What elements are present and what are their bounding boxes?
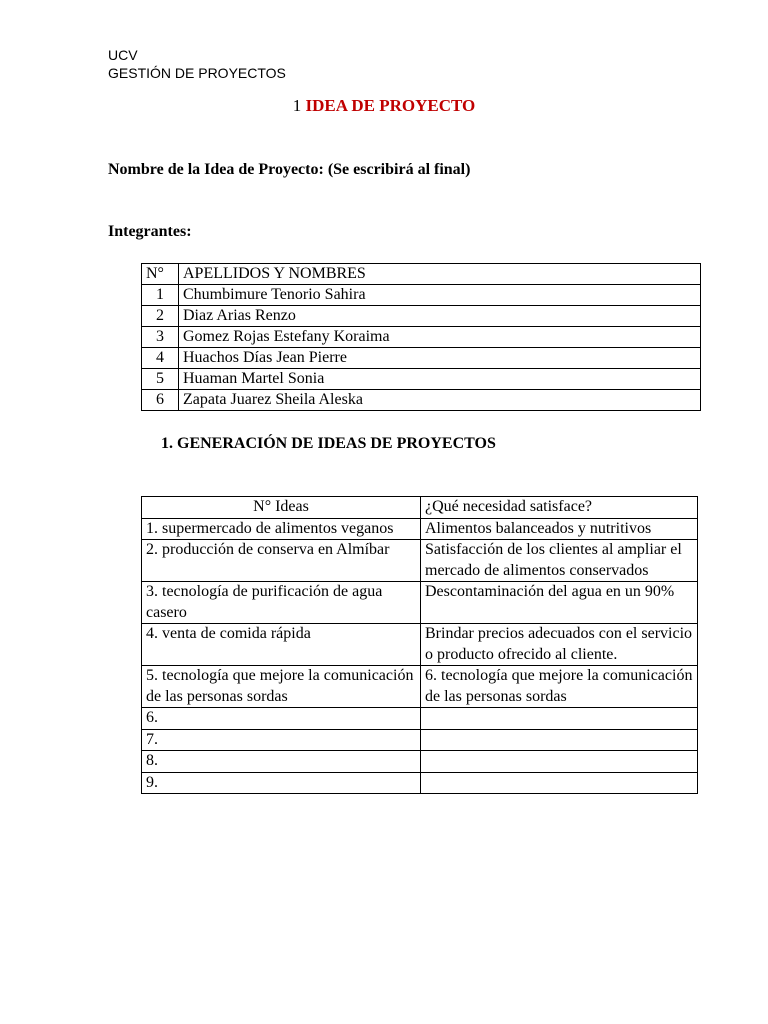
- table-row: [142, 390, 701, 411]
- member-name: Zapata Juarez Sheila Aleska: [179, 390, 701, 411]
- header-org: UCV: [108, 47, 138, 63]
- member-name: Chumbimure Tenorio Sahira: [179, 285, 701, 306]
- title-text: IDEA DE PROYECTO: [305, 96, 476, 115]
- idea-cell: 8.: [142, 751, 421, 773]
- member-name: Diaz Arias Renzo: [179, 306, 701, 327]
- need-cell: Brindar precios adecuados con el servicio o producto ofrecido al cliente.: [421, 624, 698, 666]
- table-row: [142, 285, 701, 306]
- table-row: [142, 772, 698, 794]
- member-name: Huachos Días Jean Pierre: [179, 348, 701, 369]
- table-row: [142, 348, 701, 369]
- table-row: [142, 369, 701, 390]
- need-cell: Alimentos balanceados y nutritivos: [421, 518, 698, 540]
- section-title: 1. GENERACIÓN DE IDEAS DE PROYECTOS: [161, 435, 496, 452]
- need-cell: 6. tecnología que mejore la comunicación de las personas sordas: [421, 666, 698, 708]
- member-number: 4: [142, 348, 179, 369]
- need-cell: Satisfacción de los clientes al ampliar el mercado de alimentos conservados: [421, 540, 698, 582]
- table-row: [142, 729, 698, 751]
- table-row: [142, 708, 698, 730]
- members-header-row: [142, 264, 701, 285]
- member-number: 6: [142, 390, 179, 411]
- idea-cell: 3. tecnología de purificación de agua casero: [142, 582, 421, 624]
- member-number: 5: [142, 369, 179, 390]
- project-name-label: Nombre de la Idea de Proyecto: (Se escribirá al final): [108, 161, 471, 178]
- table-row: [142, 306, 701, 327]
- idea-cell: 6.: [142, 708, 421, 730]
- members-table: [141, 263, 701, 411]
- member-name: Gomez Rojas Estefany Koraima: [179, 327, 701, 348]
- table-row: [142, 666, 698, 708]
- ideas-table: [141, 496, 698, 794]
- table-row: [142, 327, 701, 348]
- ideas-header-row: [142, 497, 698, 519]
- table-row: [142, 751, 698, 773]
- need-cell: [421, 729, 698, 751]
- title-number: 1: [292, 96, 302, 115]
- need-cell: [421, 751, 698, 773]
- members-col-num: N°: [142, 264, 179, 285]
- document-title: [0, 96, 768, 116]
- member-number: 1: [142, 285, 179, 306]
- table-row: [142, 540, 698, 582]
- idea-cell: 1. supermercado de alimentos veganos: [142, 518, 421, 540]
- member-number: 2: [142, 306, 179, 327]
- members-label: Integrantes:: [108, 223, 192, 240]
- members-col-name: APELLIDOS Y NOMBRES: [179, 264, 701, 285]
- need-cell: Descontaminación del agua en un 90%: [421, 582, 698, 624]
- ideas-col-need: ¿Qué necesidad satisface?: [421, 497, 698, 519]
- member-name: Huaman Martel Sonia: [179, 369, 701, 390]
- idea-cell: 7.: [142, 729, 421, 751]
- need-cell: [421, 772, 698, 794]
- member-number: 3: [142, 327, 179, 348]
- table-row: [142, 624, 698, 666]
- table-row: [142, 518, 698, 540]
- header-course: GESTIÓN DE PROYECTOS: [108, 65, 286, 81]
- ideas-col-ideas: N° Ideas: [142, 497, 421, 519]
- idea-cell: 4. venta de comida rápida: [142, 624, 421, 666]
- table-row: [142, 582, 698, 624]
- need-cell: [421, 708, 698, 730]
- idea-cell: 9.: [142, 772, 421, 794]
- idea-cell: 5. tecnología que mejore la comunicación de las personas sordas: [142, 666, 421, 708]
- idea-cell: 2. producción de conserva en Almíbar: [142, 540, 421, 582]
